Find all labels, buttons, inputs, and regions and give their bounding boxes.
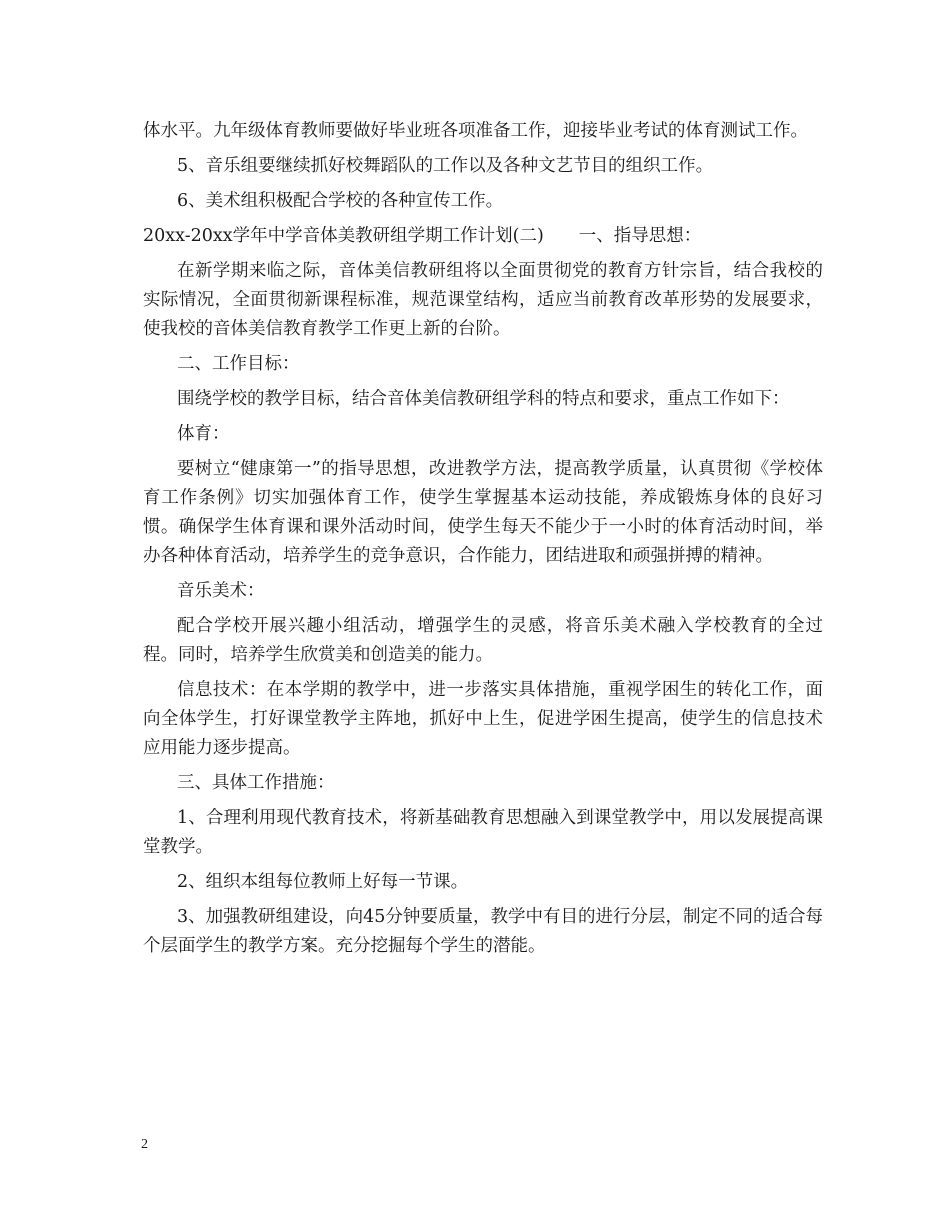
paragraph: 6、美术组积极配合学校的各种宣传工作。 — [177, 191, 504, 211]
section-heading: 20xx-20xx学年中学音体美教研组学期工作计划(二) 一、指导思想： — [143, 226, 702, 246]
document-body — [143, 117, 823, 967]
list-item: 1、合理利用现代教育技术，将新基础教育思想融入到课堂教学中，用以发展提高课堂教学。 — [143, 808, 823, 857]
paragraph: 配合学校开展兴趣小组活动，增强学生的灵感，将音乐美术融入学校教育的全过程。同时，培养学生欣赏美和创造美的能力。 — [143, 616, 823, 665]
subheading: 体育： — [177, 424, 230, 444]
list-item: 2、组织本组每位教师上好每一节课。 — [177, 872, 469, 892]
list-item: 3、加强教研组建设，向45分钟要质量，教学中有目的进行分层，制定不同的适合每个层面学生的教学方案。充分挖掘每个学生的潜能。 — [143, 907, 823, 956]
paragraph: 体水平。九年级体育教师要做好毕业班各项准备工作，迎接毕业考试的体育测试工作。 — [143, 121, 808, 141]
paragraph: 围绕学校的教学目标，结合音体美信教研组学科的特点和要求，重点工作如下： — [177, 389, 790, 409]
section-heading: 三、具体工作措施： — [177, 773, 335, 793]
subheading: 音乐美术： — [177, 581, 265, 601]
paragraph: 在新学期来临之际，音体美信教研组将以全面贯彻党的教育方针宗旨，结合我校的实际情况，全面贯彻新课程标准，规范课堂结构，适应当前教育改革形势的发展要求，使我校的音体美信教育教学工作更上新的台阶。 — [143, 261, 823, 339]
paragraph: 信息技术：在本学期的教学中，进一步落实具体措施，重视学困生的转化工作，面向全体学生，打好课堂教学主阵地，抓好中上生，促进学困生提高，使学生的信息技术应用能力逐步提高。 — [143, 680, 823, 758]
paragraph: 要树立“健康第一”的指导思想，改进教学方法，提高教学质量，认真贯彻《学校体育工作条例》切实加强体育工作，使学生掌握基本运动技能，养成锻炼身体的良好习惯。确保学生体育课和课外活动时间，使学生每天不能少于一小时的体育活动时间，举办各种体育活动，培养学生的竞争意识，合作能力，团结进取和顽强拼搏的精神。 — [143, 459, 823, 566]
paragraph: 5、音乐组要继续抓好校舞蹈队的工作以及各种文艺节目的组织工作。 — [177, 156, 714, 176]
section-heading: 二、工作目标： — [177, 354, 300, 374]
page-number: 2 — [141, 1137, 148, 1152]
